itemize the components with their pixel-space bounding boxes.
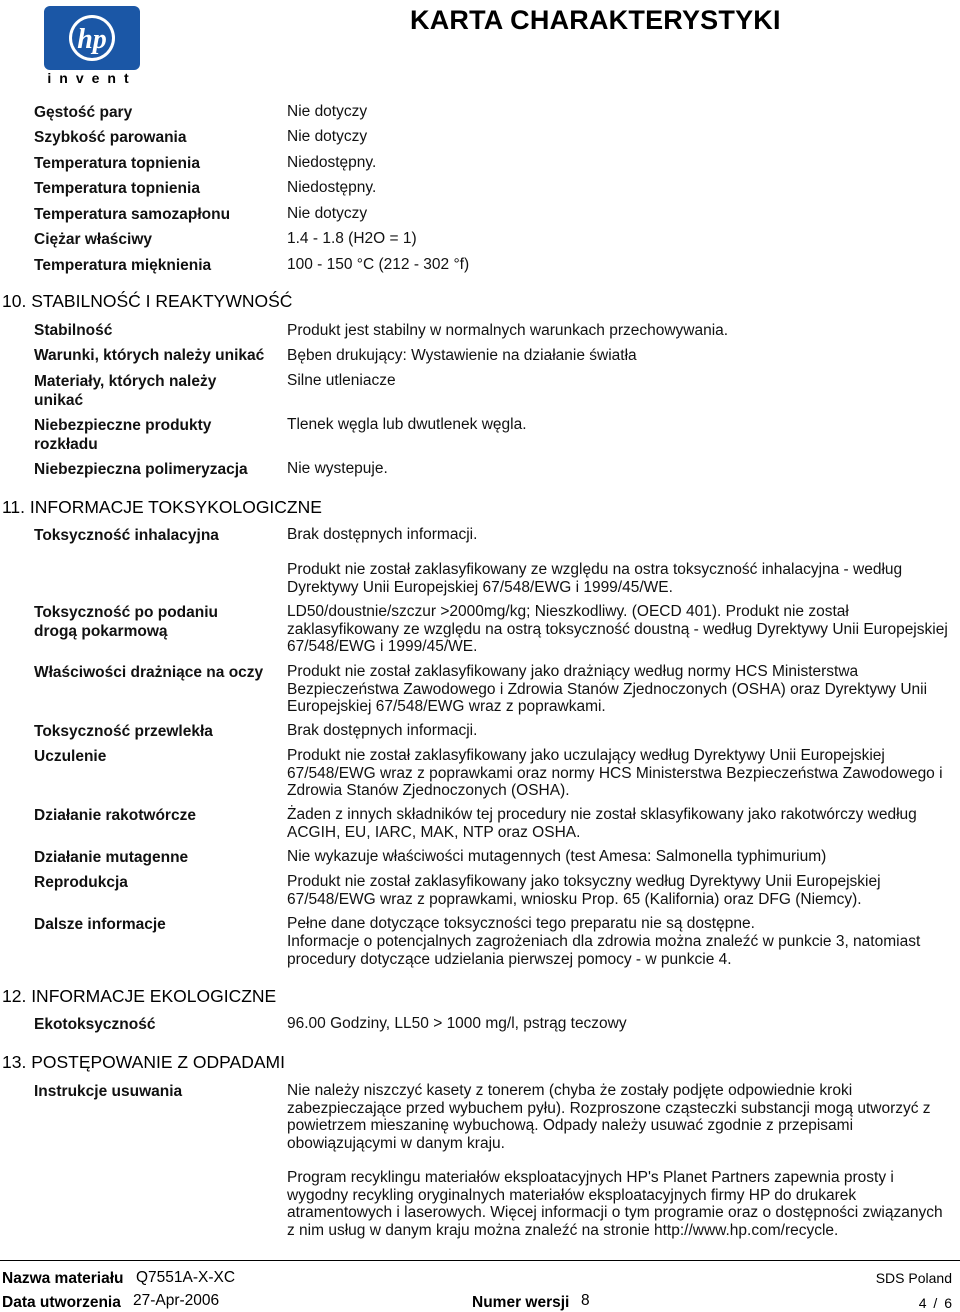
hp-logo bbox=[44, 6, 140, 88]
version-value: 8 bbox=[581, 1292, 590, 1309]
property-value: 100 - 150 °C (212 - 302 °f) bbox=[287, 256, 470, 273]
material-name-label: Nazwa materiału bbox=[2, 1270, 124, 1287]
property-label: Temperatura mięknienia bbox=[34, 257, 212, 274]
recycling-value: Program recyklingu materiałów eksploatacyjnych HP's Planet Partners zapewnia prosty i wygodny recykling oryginalnych materiałów eksploatacyjnych firmy HP do drukarek atramentowych i laserowych. Więcej informacji o tym programie oraz o dostępności związanych z nim usług w danym kraju można znaleźć na stronie http://www.hp.com/recycle. bbox=[287, 1169, 943, 1239]
material-name-value: Q7551A-X-XC bbox=[136, 1269, 236, 1286]
further-info-label: Dalsze informacje bbox=[34, 916, 166, 933]
section-12-heading: 12. INFORMACJE EKOLOGICZNE bbox=[2, 986, 277, 1006]
stability-value: Produkt jest stabilny w normalnych warunkach przechowywania. bbox=[287, 322, 729, 339]
property-value: Nie dotyczy bbox=[287, 205, 368, 222]
version-label: Numer wersji bbox=[472, 1294, 570, 1311]
section-11-heading: 11. INFORMACJE TOKSYKOLOGICZNE bbox=[2, 497, 322, 517]
inhalation-label: Toksyczność inhalacyjna bbox=[34, 527, 219, 544]
eye-irritation-label: Właściwości drażniące na oczy bbox=[34, 664, 264, 681]
property-value: 1.4 - 1.8 (H2O = 1) bbox=[287, 230, 417, 247]
creation-date-label: Data utworzenia bbox=[2, 1294, 121, 1311]
carcinogenic-label: Działanie rakotwórcze bbox=[34, 807, 196, 824]
property-value: Nie dotyczy bbox=[287, 128, 368, 145]
conditions-value: Bęben drukujący: Wystawienie na działanie światła bbox=[287, 347, 637, 364]
property-label: Temperatura topnienia bbox=[34, 155, 200, 172]
eye-irritation-value: Produkt nie został zaklasyfikowany jako drażniący według normy HCS Ministerstwa Bezpieczeństwa Zawodowego i Zdrowia Stanów Zjednoczonych (OSHA) oraz Dyrektywy Unii Europejskiej 67/548/EWG wraz z poprawkami. bbox=[287, 663, 928, 715]
reproduction-label: Reprodukcja bbox=[34, 874, 128, 891]
property-value: Niedostępny. bbox=[287, 154, 377, 171]
page-number: 4 / 6 bbox=[918, 1295, 952, 1311]
disposal-label: Instrukcje usuwania bbox=[34, 1083, 183, 1100]
decomposition-label: Niebezpieczne produkty rozkładu bbox=[34, 417, 212, 453]
property-label: Gęstość pary bbox=[34, 104, 133, 121]
document-title: KARTA CHARAKTERYSTYKI bbox=[410, 5, 781, 35]
reproduction-value: Produkt nie został zaklasyfikowany jako toksyczny według Dyrektywy Unii Europejskiej 67/548/EWG wraz z poprawkami, wniosku Prop. 65 (Kalifornia) oraz DFG (Niemcy). bbox=[287, 873, 881, 908]
sensitization-label: Uczulenie bbox=[34, 748, 107, 765]
mutagenic-label: Działanie mutagenne bbox=[34, 849, 189, 866]
further-info-value-2: Informacje o potencjalnych zagrożeniach dla zdrowia można znaleźć w punkcie 3, natomiast procedury dotyczące udzielania pierwszej pomocy - w punkcie 4. bbox=[287, 933, 921, 968]
polymerization-value: Nie wystepuje. bbox=[287, 460, 388, 477]
decomposition-value: Tlenek węgla lub dwutlenek węgla. bbox=[287, 416, 527, 433]
creation-date-value: 27-Apr-2006 bbox=[133, 1292, 220, 1309]
section-13-heading: 13. POSTĘPOWANIE Z ODPADAMI bbox=[2, 1052, 285, 1072]
conditions-label: Warunki, których należy unikać bbox=[34, 347, 265, 364]
disposal-value: Nie należy niszczyć kasety z tonerem (chyba że zostały podjęte odpowiednie kroki zabezpieczające przed wybuchem pyłu). Rozproszone cząsteczki substancji mogą utworzyć z powietrzem mieszaninę wybuchową. Odpady należy usuwać zgodnie z przepisami obowiązującymi w danym kraju. bbox=[287, 1082, 931, 1152]
chronic-toxicity-value: Brak dostępnych informacji. bbox=[287, 722, 478, 739]
sensitization-value: Produkt nie został zaklasyfikowany jako uczulający według Dyrektywy Unii Europejskiej 67/548/EWG wraz z poprawkami oraz normy HCS Ministerstwa Bezpieczeństwa Zawodowego i Zdrowia Stanów Zjednoczonych (OSHA). bbox=[287, 747, 943, 799]
polymerization-label: Niebezpieczna polimeryzacja bbox=[34, 461, 248, 478]
sds-country: SDS Poland bbox=[875, 1270, 952, 1286]
inhalation-note: Produkt nie został zaklasyfikowany ze względu na ostra toksyczność inhalacyjna - według Dyrektywy Unii Europejskiej 67/548/EWG i 1999/45/WE. bbox=[287, 561, 903, 596]
svg-text:hp: hp bbox=[77, 24, 107, 55]
materials-value: Silne utleniacze bbox=[287, 372, 396, 389]
carcinogenic-value: Żaden z innych składników tej procedury nie został sklasyfikowany jako rakotwórczy według ACGIH, EU, IARC, MAK, NTP oraz OSHA. bbox=[287, 806, 917, 841]
stability-label: Stabilność bbox=[34, 322, 113, 339]
mutagenic-value: Nie wykazuje właściwości mutagennych (test Amesa: Salmonella typhimurium) bbox=[287, 848, 827, 865]
further-info-value: Pełne dane dotyczące toksyczności tego preparatu nie są dostępne. bbox=[287, 915, 755, 932]
property-label: Temperatura topnienia bbox=[34, 180, 200, 197]
property-value: Niedostępny. bbox=[287, 179, 377, 196]
property-label: Szybkość parowania bbox=[34, 129, 187, 146]
oral-toxicity-value: LD50/doustnie/szczur >2000mg/kg; Nieszkodliwy. (OECD 401). Produkt nie został zaklasyfikowany ze względu na ostrą toksyczność doustną - według Dyrektywy Unii Europejskiej 67/548/EWG i 1999/45/WE. bbox=[287, 603, 948, 655]
footer-divider bbox=[0, 1260, 960, 1261]
logo-text: invent bbox=[47, 70, 137, 86]
ecotoxicity-label: Ekotoksyczność bbox=[34, 1016, 156, 1033]
oral-toxicity-label: Toksyczność po podaniu drogą pokarmową bbox=[34, 604, 219, 640]
property-label: Ciężar właściwy bbox=[34, 231, 153, 248]
materials-label: Materiały, których należy unikać bbox=[34, 373, 217, 409]
ecotoxicity-value: 96.00 Godziny, LL50 > 1000 mg/l, pstrąg teczowy bbox=[287, 1015, 627, 1032]
section-10-heading: 10. STABILNOŚĆ I REAKTYWNOŚĆ bbox=[2, 291, 293, 311]
property-value: Nie dotyczy bbox=[287, 103, 368, 120]
chronic-toxicity-label: Toksyczność przewlekła bbox=[34, 723, 213, 740]
property-label: Temperatura samozapłonu bbox=[34, 206, 231, 223]
inhalation-value: Brak dostępnych informacji. bbox=[287, 526, 478, 543]
